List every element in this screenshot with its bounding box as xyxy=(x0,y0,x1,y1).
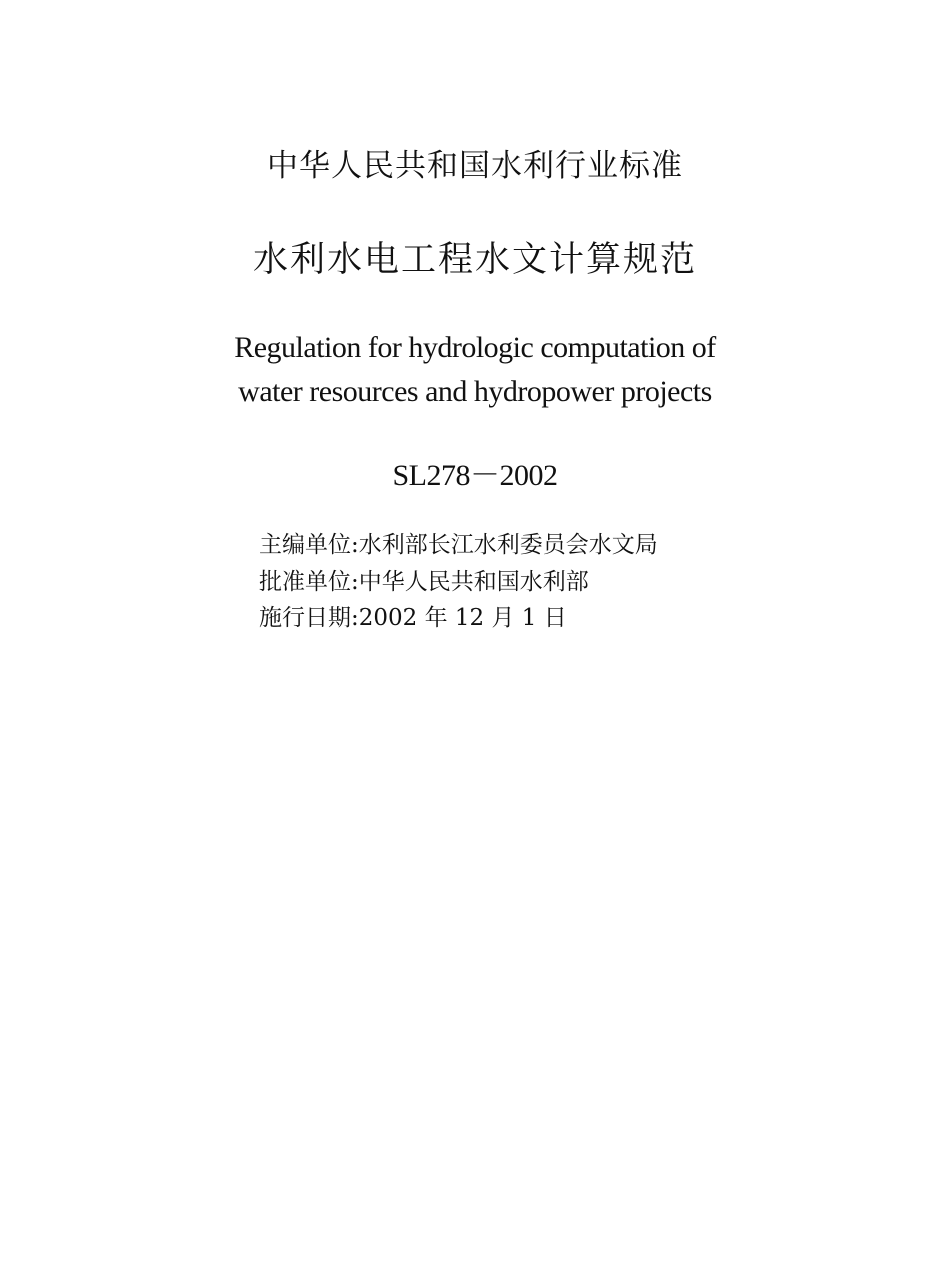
editor-unit: 主编单位:水利部长江水利委员会水文局 xyxy=(259,532,658,558)
title-en-line-2: water resources and hydropower projects xyxy=(238,375,712,408)
document-title-zh: 水利水电工程水文计算规范 xyxy=(252,240,697,280)
title-en-line-1: Regulation for hydrologic computation of xyxy=(234,331,716,364)
standard-code: SL278－2002 xyxy=(392,459,558,492)
approver-unit: 批准单位:中华人民共和国水利部 xyxy=(259,568,589,595)
industry-standard-heading: 中华人民共和国水利行业标准 xyxy=(267,148,683,184)
effective-date: 施行日期:2002 年 12 月 1 日 xyxy=(259,605,567,631)
publication-info xyxy=(259,527,658,637)
document-title-en xyxy=(0,326,950,414)
